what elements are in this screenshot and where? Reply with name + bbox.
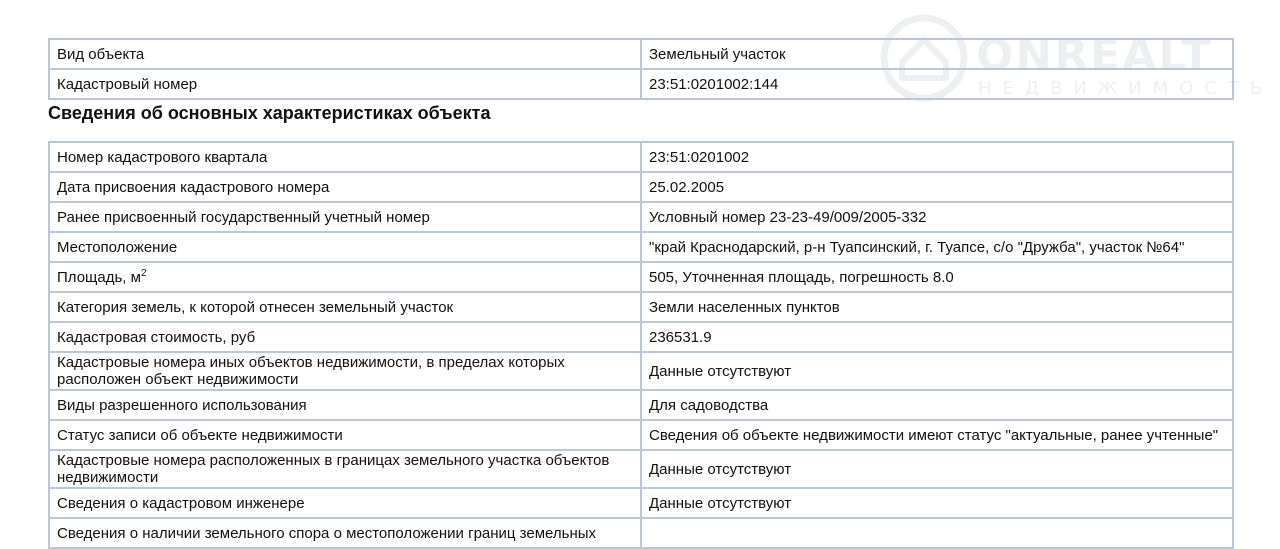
object-info-table — [48, 38, 1234, 100]
table-row — [49, 352, 1233, 390]
row-value: 23:51:0201002:144 — [641, 69, 1233, 99]
row-value: 25.02.2005 — [641, 172, 1233, 202]
table-row — [49, 450, 1233, 488]
row-label: Вид объекта — [49, 39, 641, 69]
row-value: Земли населенных пунктов — [641, 292, 1233, 322]
row-label: Местоположение — [49, 232, 641, 262]
row-value: 236531.9 — [641, 322, 1233, 352]
row-label: Кадастровая стоимость, руб — [49, 322, 641, 352]
table-row — [49, 172, 1233, 202]
table-row — [49, 292, 1233, 322]
row-label: Ранее присвоенный государственный учетный номер — [49, 202, 641, 232]
table-row — [49, 39, 1233, 69]
row-label: Номер кадастрового квартала — [49, 142, 641, 172]
row-value: Данные отсутствуют — [641, 352, 1233, 390]
row-label-area — [49, 262, 641, 292]
area-unit-superscript: 2 — [140, 267, 147, 279]
section-title: Сведения об основных характеристиках объекта — [48, 103, 491, 123]
row-label: Кадастровый номер — [49, 69, 641, 99]
row-value: Для садоводства — [641, 390, 1233, 420]
table-row — [49, 518, 1233, 548]
table-row — [49, 69, 1233, 99]
table-row — [49, 232, 1233, 262]
watermark-subtitle: НЕДВИЖИМОСТЬ — [978, 78, 1274, 99]
row-value: Земельный участок — [641, 39, 1233, 69]
table-row — [49, 488, 1233, 518]
row-value: 23:51:0201002 — [641, 142, 1233, 172]
table-row — [49, 420, 1233, 450]
table-row — [49, 390, 1233, 420]
area-label-text: Площадь, м — [57, 268, 141, 286]
row-label: Кадастровые номера иных объектов недвижимости, в пределах которых расположен объект недвижимости — [49, 352, 641, 390]
row-label: Сведения о кадастровом инженере — [49, 488, 641, 518]
table-row — [49, 202, 1233, 232]
row-label: Кадастровые номера расположенных в границах земельного участка объектов недвижимости — [49, 450, 641, 488]
row-value — [641, 518, 1233, 548]
row-label: Виды разрешенного использования — [49, 390, 641, 420]
table-row — [49, 142, 1233, 172]
row-label: Статус записи об объекте недвижимости — [49, 420, 641, 450]
row-label: Категория земель, к которой отнесен земельный участок — [49, 292, 641, 322]
row-value: 505, Уточненная площадь, погрешность 8.0 — [641, 262, 1233, 292]
table-row — [49, 262, 1233, 292]
row-value: Условный номер 23-23-49/009/2005-332 — [641, 202, 1233, 232]
table-row — [49, 322, 1233, 352]
row-value: Данные отсутствуют — [641, 450, 1233, 488]
row-value: "край Краснодарский, р-н Туапсинский, г. Туапсе, с/о "Дружба", участок №64" — [641, 232, 1233, 262]
row-value: Данные отсутствуют — [641, 488, 1233, 518]
row-label: Сведения о наличии земельного спора о местоположении границ земельных — [49, 518, 641, 548]
characteristics-table — [48, 141, 1234, 549]
watermark-brand: ONREALT — [976, 30, 1213, 81]
row-value: Сведения об объекте недвижимости имеют статус "актуальные, ранее учтенные" — [641, 420, 1233, 450]
row-label: Дата присвоения кадастрового номера — [49, 172, 641, 202]
